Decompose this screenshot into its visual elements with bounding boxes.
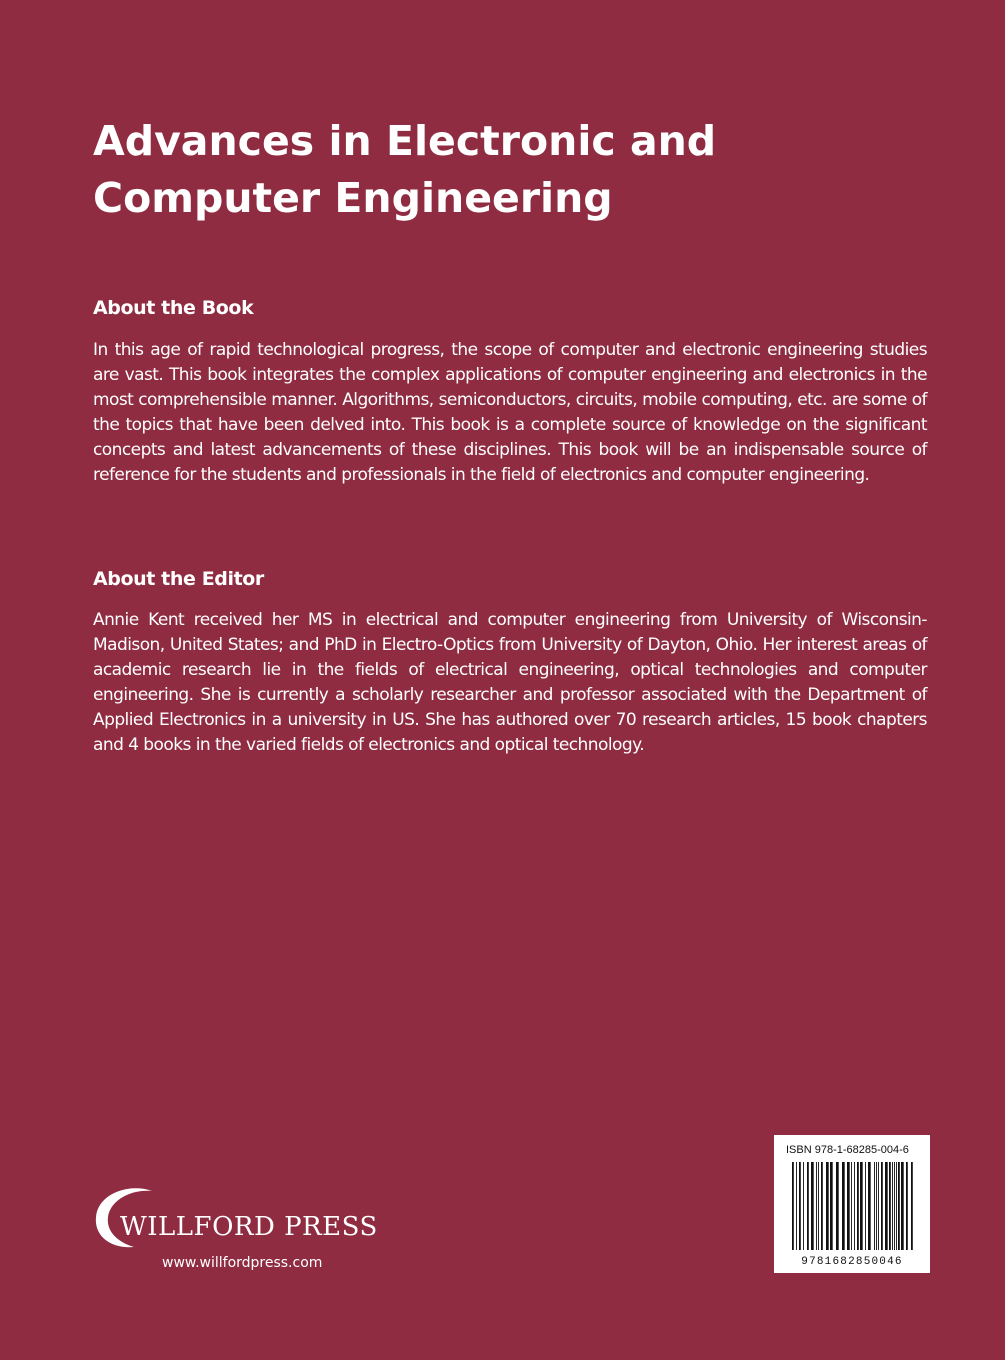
publisher-url: www.willfordpress.com xyxy=(162,1255,323,1271)
barcode-bar xyxy=(803,1162,804,1250)
about-editor-heading: About the Editor xyxy=(93,568,264,590)
barcode-bar xyxy=(860,1162,863,1250)
barcode-bar xyxy=(792,1162,794,1250)
barcode-bar xyxy=(885,1162,888,1250)
isbn-label: ISBN 978-1-68285-004-6 xyxy=(786,1144,909,1156)
barcode-bar xyxy=(818,1162,819,1250)
barcode-bar xyxy=(901,1162,904,1250)
barcode-bar xyxy=(799,1162,801,1250)
barcode-bar xyxy=(826,1162,829,1250)
about-editor-text: Annie Kent received her MS in electrical and computer engineering from University of Wisconsin-Madison, United States; and PhD in Electro-Optics from University of Dayton, Ohio. Her interest areas of academic research lie in the fields of electrical engineering, optical technologies and computer engineering. She is currently a scholarly researcher and professor associated with the Department of Applied Electronics in a university in US. She has authored over 70 research articles, 15 book chapters and 4 books in the varied fields of electronics and optical technology. xyxy=(93,610,927,755)
barcode-bar xyxy=(811,1162,814,1250)
barcode-bar xyxy=(889,1162,891,1250)
barcode-bar xyxy=(854,1162,855,1250)
barcode-bar xyxy=(881,1162,883,1250)
barcode-bar xyxy=(874,1162,875,1250)
publisher-name: WILLFORD PRESS xyxy=(120,1212,378,1242)
barcode-bar xyxy=(894,1162,895,1250)
about-book-heading: About the Book xyxy=(93,297,254,319)
barcode-bar xyxy=(898,1162,900,1250)
barcode-bar xyxy=(878,1162,879,1250)
barcode-bar xyxy=(906,1162,908,1250)
barcode-bar xyxy=(807,1162,809,1250)
barcode-graphic xyxy=(784,1162,920,1268)
barcode-bar xyxy=(816,1162,817,1250)
barcode-bar xyxy=(836,1162,839,1250)
barcode-bar xyxy=(876,1162,877,1250)
barcode-bar xyxy=(911,1162,913,1250)
barcode-bar xyxy=(796,1162,797,1250)
barcode-digits: 9781682850046 xyxy=(801,1256,903,1268)
barcode-bar xyxy=(847,1162,850,1250)
barcode-bar xyxy=(865,1162,866,1250)
about-book-text: In this age of rapid technological progress, the scope of computer and electronic engineering studies are vast. This book integrates the complex applications of computer engineering and electronics in the most comprehensible manner. Algorithms, semiconductors, circuits, mobile computing, etc. are some of the topics that have been delved into. This book is a complete source of knowledge on the significant concepts and latest advancements of these disciplines. This book will be an indispensable source of reference for the students and professionals in the field of electronics and computer engineering. xyxy=(93,340,927,485)
isbn-barcode xyxy=(774,1135,930,1273)
barcode-bar xyxy=(857,1162,859,1250)
barcode-bar xyxy=(830,1162,833,1250)
barcode-bar xyxy=(842,1162,845,1250)
barcode-bar xyxy=(896,1162,897,1250)
barcode-bar xyxy=(868,1162,871,1250)
barcode-bar xyxy=(892,1162,893,1250)
barcode-bar xyxy=(851,1162,852,1250)
publisher-logo xyxy=(90,1183,378,1283)
barcode-bar xyxy=(821,1162,823,1250)
book-title: Advances in Electronic and Computer Engineering xyxy=(93,117,717,222)
